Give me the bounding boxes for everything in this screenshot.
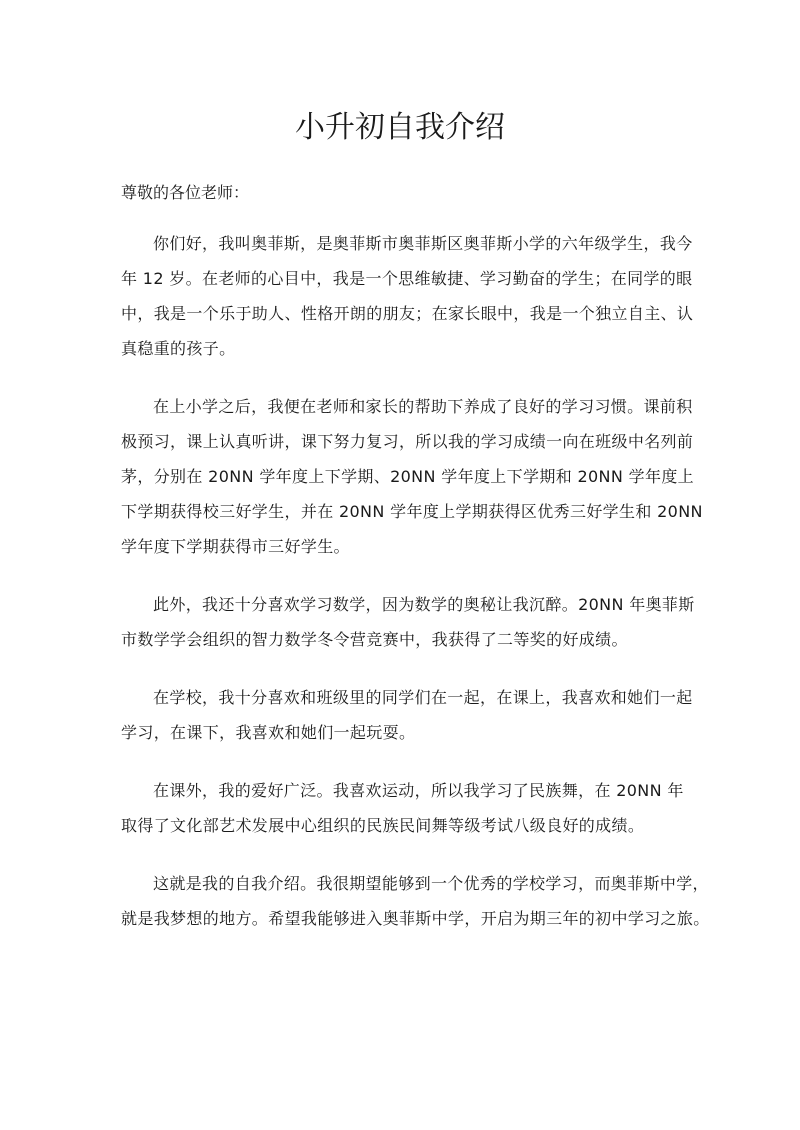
paragraph-line: 在上小学之后，我便在老师和家长的帮助下养成了良好的学习习惯。课前积 [153,397,693,416]
paragraph-line: 下学期获得校三好学生，并在 20NN 学年度上学期获得区优秀三好学生和 20NN [121,502,703,521]
paragraph-line: 市数学学会组织的智力数学冬令营竞赛中，我获得了二等奖的好成绩。 [121,630,628,649]
paragraph-line: 学习，在课下，我喜欢和她们一起玩耍。 [121,723,416,742]
paragraph-5 [121,773,684,843]
document-title: 小升初自我介绍 [295,110,505,145]
paragraph-3 [121,587,695,657]
paragraph-line: 在学校，我十分喜欢和班级里的同学们在一起，在课上，我喜欢和她们一起 [153,688,693,707]
paragraph-2 [121,389,703,564]
paragraph-1 [121,226,694,366]
paragraph-line: 真稳重的孩子。 [121,339,236,358]
paragraph-line: 在课外，我的爱好广泛。我喜欢运动，所以我学习了民族舞，在 20NN 年 [153,781,684,800]
paragraph-line: 极预习，课上认真听讲，课下努力复习，所以我的学习成绩一向在班级中名列前 [121,432,694,451]
paragraph-line: 你们好，我叫奥菲斯，是奥菲斯市奥菲斯区奥菲斯小学的六年级学生，我今 [153,234,693,253]
paragraph-line: 学年度下学期获得市三好学生。 [121,537,350,556]
paragraph-line: 取得了文化部艺术发展中心组织的民族民间舞等级考试八级良好的成绩。 [121,816,645,835]
paragraph-line: 中，我是一个乐于助人、性格开朗的朋友；在家长眼中，我是一个独立自主、认 [121,304,694,323]
paragraph-line: 年 12 岁。在老师的心目中，我是一个思维敏捷、学习勤奋的学生；在同学的眼 [121,269,693,288]
paragraph-line: 这就是我的自我介绍。我很期望能够到一个优秀的学校学习，而奥菲斯中学， [153,874,709,893]
paragraph-line: 就是我梦想的地方。希望我能够进入奥菲斯中学，开启为期三年的初中学习之旅。 [121,909,710,928]
paragraph-6 [121,866,710,936]
salutation: 尊敬的各位老师： [121,183,250,202]
paragraph-line: 此外，我还十分喜欢学习数学，因为数学的奥秘让我沉醉。20NN 年奥菲斯 [153,595,695,614]
paragraph-4 [121,680,693,750]
document-body [121,226,710,959]
paragraph-line: 茅，分别在 20NN 学年度上下学期、20NN 学年度上下学期和 20NN 学年度上 [121,467,695,486]
